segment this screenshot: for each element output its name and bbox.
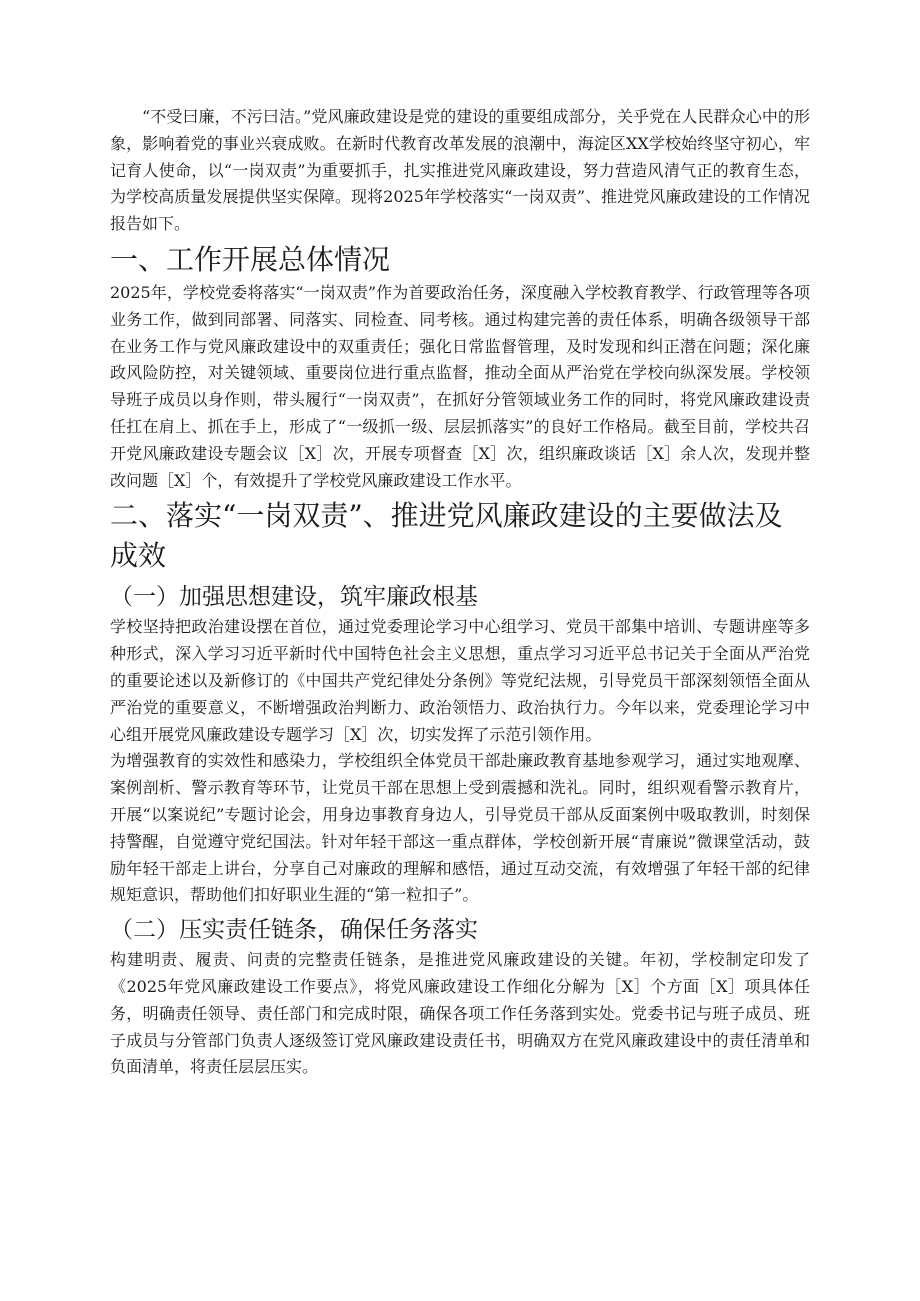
intro-paragraph: “不受曰廉，不污曰洁。”党风廉政建设是党的建设的重要组成部分，关乎党在人民群众心中的形象，影响着党的事业兴衰成败。在新时代教育改革发展的浪潮中，海淀区XX学校始终坚守初心，牢记育人使命，以“一岗双责”为重要抓手，扎实推进党风廉政建设，努力营造风清气正的教育生态，为学校高质量发展提供坚实保障。现将2025年学校落实“一岗双责”、推进党风廉政建设的工作情况报告如下。: [110, 107, 810, 234]
section2-heading: 二、落实“一岗双责”、推进党风廉政建设的主要做法及成效: [110, 499, 783, 573]
section1-heading: 一、工作开展总体情况: [110, 242, 391, 276]
section1-paragraph: 2025年，学校党委将落实“一岗双责”作为首要政治任务，深度融入学校教育教学、行政管理等各项业务工作，做到同部署、同落实、同检查、同考核。通过构建完善的责任体系，明确各级领导干部在业务工作与党风廉政建设中的双重责任；强化日常监督管理，及时发现和纠正潜在问题；深化廉政风险防控，对关键领域、重要岗位进行重点监督，推动全面从严治党在学校向纵深发展。学校领导班子成员以身作则，带头履行“一岗双责”，在抓好分管领域业务工作的同时，将党风廉政建设责任扛在肩上、抓在手上，形成了“一级抓一级、层层抓落实”的良好工作格局。截至目前，学校共召开党风廉政建设专题会议［X］次，开展专项督查［X］次，组织廉政谈话［X］余人次，发现并整改问题［X］个，有效提升了学校党风廉政建设工作水平。: [110, 282, 810, 490]
subsection2-heading: （二）压实责任链条，确保任务落实: [110, 917, 478, 944]
subsection1-heading: （一）加强思想建设，筑牢廉政根基: [110, 584, 478, 611]
document-page: [110, 104, 810, 1081]
subsection1-paragraph-1: 学校坚持把政治建设摆在首位，通过党委理论学习中心组学习、党员干部集中培训、专题讲座等多种形式，深入学习习近平新时代中国特色社会主义思想，重点学习习近平总书记关于全面从严治党的重要论述以及新修订的《中国共产党纪律处分条例》等党纪法规，引导党员干部深刻领悟全面从严治党的重要意义，不断增强政治判断力、政治领悟力、政治执行力。今年以来，党委理论学习中心组开展党风廉政建设专题学习［X］次，切实发挥了示范引领作用。: [110, 617, 810, 744]
subsection2-paragraph-1: 构建明责、履责、问责的完整责任链条，是推进党风廉政建设的关键。年初，学校制定印发了《2025年党风廉政建设工作要点》，将党风廉政建设工作细化分解为［X］个方面［X］项具体任务，明确责任领导、责任部门和完成时限，确保各项工作任务落到实处。党委书记与班子成员、班子成员与分管部门负责人逐级签订党风廉政建设责任书，明确双方在党风廉政建设中的责任清单和负面清单，将责任层层压实。: [110, 950, 810, 1077]
subsection1-paragraph-2: 为增强教育的实效性和感染力，学校组织全体党员干部赴廉政教育基地参观学习，通过实地观摩、案例剖析、警示教育等环节，让党员干部在思想上受到震撼和洗礼。同时，组织观看警示教育片，开展“以案说纪”专题讨论会，用身边事教育身边人，引导党员干部从反面案例中吸取教训，时刻保持警醒，自觉遵守党纪国法。针对年轻干部这一重点群体，学校创新开展“青廉说”微课堂活动，鼓励年轻干部走上讲台，分享自己对廉政的理解和感悟，通过互动交流，有效增强了年轻干部的纪律规矩意识，帮助他们扣好职业生涯的“第一粒扣子”。: [110, 751, 810, 905]
